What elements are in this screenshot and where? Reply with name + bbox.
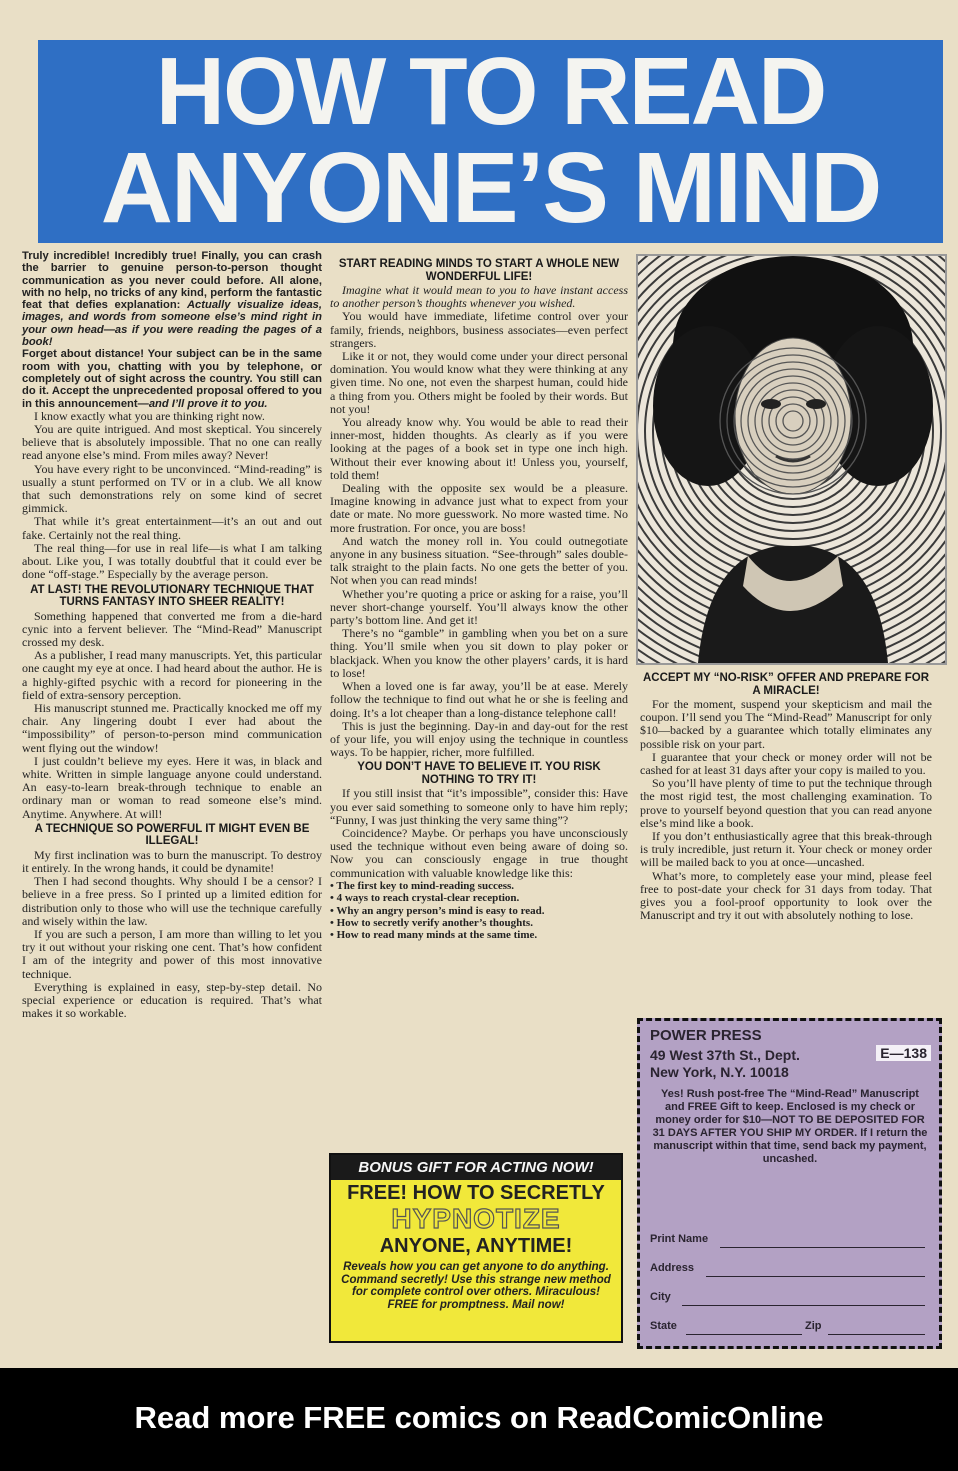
body-paragraph: And watch the money roll in. You could outnegotiate anyone in any business situation. “See-through” sales double-talk straight to the plain facts. No one gets the better of you. Not when you can read minds! [330,533,628,588]
footer-banner-text[interactable]: Read more FREE comics on ReadComicOnline [134,1400,824,1435]
address-field[interactable] [706,1276,925,1277]
footer-banner[interactable] [0,1368,958,1471]
list-item: • The first key to mind-reading success. [330,880,628,892]
bonus-gift-box [329,1153,623,1343]
subhead-start-reading: START READING MINDS TO START A WHOLE NEW WONDERFUL LIFE! [338,258,620,283]
coupon-label-address: Address [650,1262,695,1274]
headline-banner [38,40,943,243]
city-field[interactable] [682,1305,925,1306]
bonus-body: Reveals how you can get anyone to do anything. Command secretly! Use this strange new method for complete control over others. Miraculous! FREE for promptness. Mail now! [341,1261,611,1311]
body-paragraph: You have every right to be unconvinced. “Mind-reading” is usually a stunt performed on TV or in a club. We all know that such demonstrations rely on some kind of secret gimmick. [22,461,322,516]
headline-line-1: HOW TO READ [155,38,826,145]
intro-paragraph: Truly incredible! Incredibly true! Finally, you can crash the barrier to genuine person-to-person thought communication as you never could before. All alone, with no help, no tricks of any kind, perform the fantastic feat that defies explanation: Actually visualize ideas, images, and words from someone else’s mind right in your own head—as if you were reading the pages of a book! [22,250,323,349]
name-field[interactable] [720,1247,925,1248]
body-paragraph: Imagine what it would mean to you to have instant access to another person’s thoughts whenever you wished. [330,283,628,311]
body-paragraph: What’s more, to completely ease your mind, please feel free to post-date your check for 31 days from today. That gives you a fool-proof opportunity to look over the Manuscript and try it out with absolutely nothing to lose. [640,868,932,923]
hypnotic-portrait-photo [636,254,947,665]
subhead-illegal: A TECHNIQUE SO POWERFUL IT MIGHT EVEN BE ILLEGAL! [34,822,310,848]
subhead-risk-nothing: YOU DON’T HAVE TO BELIEVE IT. YOU RISK NOTHING TO TRY IT! [357,761,601,786]
headline-line-2: ANYONE’S MIND [100,132,881,244]
body-paragraph: This is just the beginning. Day-in and day-out for the rest of your life, you will enjoy using the technique in countless ways. To be happier, richer, more fulfilled. [330,718,628,760]
body-paragraph: If you don’t enthusiastically agree that this break-through is truly incredible, just return it. Your check or money order will be mailed back to you at once—uncashed. [640,829,932,870]
body-paragraph: You are quite intrigued. And most skeptical. You sincerely believe that is absolutely impossible. That no one can really read anyone else’s mind. From miles away? Never! [22,422,322,463]
bonus-line-3: ANYONE, ANYTIME! [379,1235,573,1257]
body-paragraph: So you’ll have plenty of time to put the technique through the most rigid test, the most challenging examination. To prove to yourself beyond question that you can read anyone else’s mind like a book. [640,776,932,830]
state-field[interactable] [686,1334,802,1335]
coupon-address-line-1: 49 West 37th St., Dept. [650,1047,800,1063]
list-item: • How to read many minds at the same time. [330,929,628,941]
body-paragraph: As a publisher, I read many manuscripts. Yet, this particular one caught my eye at once. I had heard about the author. He is a highly-gifted psychic with a record for pioneering in the field of extra-sensory perception. [22,648,322,702]
coupon-dept-code: E—138 [876,1045,931,1061]
body-paragraph: You already know why. You would be able to read their inner-most, hidden thoughts. As clearly as if you were looking at the pages of a book set in type one inch high. Without their ever knowing about it! Unless you, yourself, told them! [330,415,628,482]
coupon-label-name: Print Name [650,1233,709,1245]
list-item: • 4 ways to reach crystal-clear reception. [330,892,628,904]
body-paragraph: Whether you’re quoting a price or asking for a raise, you’ll never short-change yourself. You’ll always know the other party’s bottom line. And get it! [330,586,628,628]
bonus-line-1: FREE! HOW TO SECRETLY [347,1182,605,1204]
benefit-list [330,880,628,942]
body-paragraph: I guarantee that your check or money order will not be cashed for at least 31 days after your copy is mailed to you. [640,749,932,778]
body-paragraph: Dealing with the opposite sex would be a pleasure. Imagine knowing in advance just what to expect from your date or mate. No more guesswork. No more wasted time. No more frustration. For once, you are boss! [330,481,628,535]
body-paragraph: When a loved one is far away, you’ll be at ease. Merely follow the technique to find out what he or she is feeling and doing. It’s a lot cheaper than a long-distance telephone call! [330,679,628,720]
body-paragraph: His manuscript stunned me. Practically knocked me off my chair. Any lingering doubt I ever had about the “impossibility” of person-to-person mind communication went flying out the window! [22,700,322,755]
coupon-label-city: City [650,1291,671,1303]
body-paragraph: Coincidence? Maybe. Or perhaps you have unconsciously used the technique without even being aware of doing so. Now you can consciously engage in true thought communication with valuable knowledge like this: [330,825,628,880]
portrait-illustration [638,256,945,663]
column-left [22,250,322,1020]
subhead-revolutionary: AT LAST! THE REVOLUTIONARY TECHNIQUE THAT TURNS FANTASY INTO SHEER REALITY! [30,583,314,608]
body-paragraph: I know exactly what you are thinking right now. [34,408,265,423]
body-paragraph: That while it’s great entertainment—it’s an out and out fake. Certainly not the real thing. [22,514,322,542]
column-middle [330,258,628,942]
body-paragraph: If you still insist that “it’s impossible”, consider this: Have you ever said something to someone only to have him reply; “Funny, I was just thinking the very same thing”? [330,786,628,827]
distance-paragraph: Forget about distance! Your subject can be in the same room with you, chatting with you by telephone, or completely out of sight across the country. You still can do it. Accept the unprecedented proposal offered to you in this announcement—and I’ll prove it to you. [22,348,322,410]
body-paragraph: Something happened that converted me from a die-hard cynic into a fervent believer. The “Mind-Read” Manuscript crossed my desk. [22,608,322,649]
list-item: • How to secretly verify another’s thoughts. [330,917,628,929]
order-coupon[interactable] [637,1018,942,1349]
body-paragraph: I just couldn’t believe my eyes. Here it was, in black and white. Written in simple language anyone could understand. An easy-to-learn break-through technique to enable an ordinary man or woman to read someone else’s mind. Anytime. Anywhere. At will! [22,753,322,821]
bonus-title: BONUS GIFT FOR ACTING NOW! [331,1155,621,1180]
body-paragraph: Everything is explained in easy, step-by-step detail. No special experience or education is required. That’s what makes it so workable. [22,979,322,1021]
coupon-label-zip: Zip [805,1320,822,1332]
body-paragraph: There’s no “gamble” in gambling when you bet on a sure thing. You’ll smile when you sit down to play poker or blackjack. When you know the other players’ cards, it is hard to lose! [330,626,628,680]
column-right [640,672,932,922]
body-paragraph: Like it or not, they would come under your direct personal domination. You would know what they were thinking at any given time. No one, not even the sharpest human, could hide a thing from you. Others might be fooled by their words. But not you! [330,349,628,416]
body-paragraph: For the moment, suspend your skepticism and mail the coupon. I’ll send you The “Mind-Read” Manuscript for only $10—backed by a guarantee which totally eliminates any possible risk on your part. [640,697,932,751]
body-paragraph: The real thing—for use in real life—is what I am talking about. Like you, I was totally doubtful that it could ever be done “off-stage.” Especially by the average person. [22,540,322,582]
zip-field[interactable] [828,1334,925,1335]
coupon-order-text: Yes! Rush post-free The “Mind-Read” Manuscript and FREE Gift to keep. Enclosed is my check or money order for $10—NOT TO BE DEPOSITED FOR 31 DAYS AFTER YOU SHIP MY ORDER. If I return the manuscript within that time, send back my payment, uncashed. [652,1088,928,1165]
body-paragraph: My first inclination was to burn the manuscript. To destroy it entirely. In the wrong hands, it could be dynamite! [22,847,322,875]
bonus-line-hypnotize: HYPNOTIZE [391,1203,561,1234]
body-paragraph: If you are such a person, I am more than willing to let you try it out without your risking one cent. That’s how confident I am of the integrity and power of this most innovative technique. [22,926,322,981]
body-paragraph: Then I had second thoughts. Why should I be a censor? I believe in a free press. So I printed up a limited edition for distribution only to those who will use the technique carefully and wisely within the law. [22,874,322,928]
coupon-title: POWER PRESS [650,1027,762,1044]
coupon-label-state: State [650,1320,677,1332]
list-item: • Why an angry person’s mind is easy to read. [330,905,628,917]
body-paragraph: You would have immediate, lifetime control over your family, friends, neighbors, business associates—even perfect strangers. [330,309,628,350]
coupon-address-line-2: New York, N.Y. 10018 [650,1064,789,1080]
subhead-no-risk: ACCEPT MY “NO-RISK” OFFER AND PREPARE FOR A MIRACLE! [642,672,930,697]
